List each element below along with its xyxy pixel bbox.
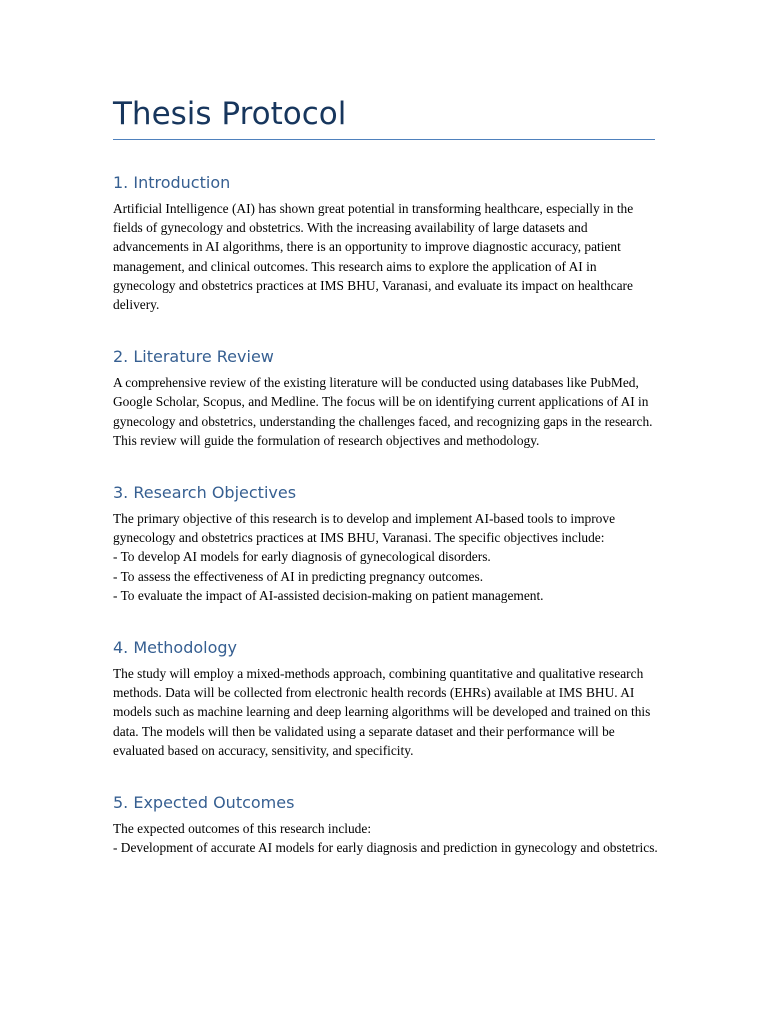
document-title: Thesis Protocol [113, 94, 655, 140]
section-paragraph: A comprehensive review of the existing literature will be conducted using databases like PubMed, Google Scholar, Scopus, and Medline. The focus will be on identifying current applications of AI in gynecology and obstetrics, understanding the challenges faced, and recognizing gaps in the research. This review will guide the formulation of research objectives and methodology. [113, 375, 653, 448]
list-item: - To evaluate the impact of AI-assisted decision-making on patient management. [113, 587, 544, 603]
section-heading: 4. Methodology [113, 638, 238, 658]
list-item: - Development of accurate AI models for early diagnosis and prediction in gynecology and obstetrics. [113, 840, 658, 856]
section-methodology [113, 636, 656, 760]
list-item: - To assess the effectiveness of AI in predicting pregnancy outcomes. [113, 568, 484, 584]
section-paragraph: The expected outcomes of this research include: [113, 821, 372, 837]
section-paragraph: The study will employ a mixed-methods approach, combining quantitative and qualitative research methods. Data will be collected from electronic health records (EHRs) available at IMS BHU. AI models such as machine learning and deep learning algorithms will be developed and trained on this data. The models will then be validated using a separate dataset and their performance will be evaluated based on accuracy, sensitivity, and specificity. [113, 666, 651, 758]
section-heading: 3. Research Objectives [113, 483, 297, 503]
section-body [113, 819, 658, 857]
section-paragraph: Artificial Intelligence (AI) has shown great potential in transforming healthcare, especially in the fields of gynecology and obstetrics. With the increasing availability of large datasets and advancements in AI algorithms, there is an opportunity to improve diagnostic accuracy, patient management, and clinical outcomes. This research aims to explore the application of AI in gynecology and obstetrics practices at IMS BHU, Varanasi, and evaluate its impact on healthcare delivery. [113, 201, 634, 313]
section-heading: 1. Introduction [113, 173, 231, 192]
section-expected-outcomes [113, 791, 656, 857]
section-paragraph: The primary objective of this research is to develop and implement AI-based tools to improve gynecology and obstetrics practices at IMS BHU, Varanasi. The specific objectives include: [113, 511, 616, 546]
list-item: - To develop AI models for early diagnosis of gynecological disorders. [113, 549, 491, 565]
section-introduction [113, 171, 656, 314]
section-research-objectives [113, 481, 656, 605]
section-body [113, 509, 658, 605]
section-literature-review [113, 345, 656, 450]
section-heading: 5. Expected Outcomes [113, 793, 295, 813]
section-heading: 2. Literature Review [113, 347, 274, 367]
